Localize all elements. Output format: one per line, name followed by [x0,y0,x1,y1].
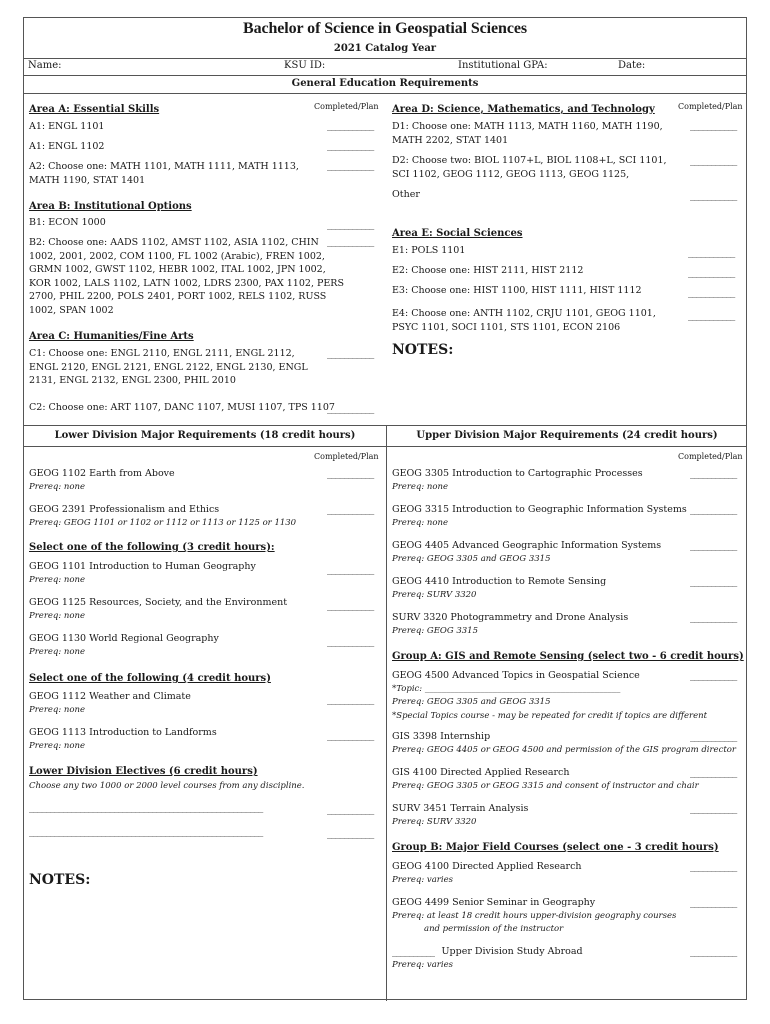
course-prereq: Prereq: GEOG 3315 [392,625,479,636]
course-prereq: Prereq: GEOG 1101 or 1102 or 1112 or 1113 or 1125 or 1130 [29,517,297,528]
course-blank: ___________ [327,694,374,705]
area-e-title: Area E: Social Sciences [392,228,523,239]
area-a2-blank: ___________ [327,160,374,171]
upper-division-heading: Upper Division Major Requirements (24 credit hours) [416,430,718,441]
lower-course [29,503,329,530]
upper-course [392,896,692,937]
course-blank: ___________ [327,804,374,815]
course-name: SURV 3451 Terrain Analysis [392,803,529,814]
area-d2-blank: ___________ [690,155,737,166]
course-prereq: Prereq: none [29,704,86,715]
course-blank: ___________ [327,636,374,647]
course-prereq-continued: and permission of the instructor [424,924,564,934]
area-d-title: Area D: Science, Mathematics, and Technology [392,104,655,115]
course-blank: ___________ [690,540,737,551]
lower-course [29,560,329,587]
area-d2-item: D2: Choose two: BIOL 1107+L, BIOL 1108+L, SCI 1101, SCI 1102, GEOG 1112, GEOG 1113, GEOG 1125, [392,155,667,180]
ksu-id-label: KSU ID: [284,60,326,71]
upper-course [392,860,692,887]
course-topic: *Topic: ______________________________________________ [392,683,621,694]
student-info-row [24,59,746,76]
page-title: Bachelor of Science in Geospatial Sciences [243,20,527,37]
group-b-heading: Group B: Major Field Courses (select one - 3 credit hours) [392,842,719,853]
upper-course [392,945,692,972]
lower-course [29,596,329,623]
completed-plan-label: Completed/Plan [314,102,379,111]
area-e1-item: E1: POLS 1101 [392,245,466,256]
course-prereq: Prereq: none [29,646,86,657]
course-name: GEOG 4500 Advanced Topics in Geospatial Science [392,670,640,681]
area-a2-item: A2: Choose one: MATH 1101, MATH 1111, MATH 1113, MATH 1190, STAT 1401 [29,161,299,186]
course-blank: ___________ [690,468,737,479]
course-blank: ___________ [327,828,374,839]
course-prereq: Prereq: at least 18 credit hours upper-division geography courses [392,910,677,921]
course-prereq: Prereq: GEOG 4405 or GEOG 4500 and permission of the GIS program director [392,744,736,755]
elective-line: _______________________________________________________ [29,802,263,813]
course-prereq: Prereq: SURV 3320 [392,816,477,827]
area-a1b-item: A1: ENGL 1102 [29,141,105,152]
course-name: GEOG 2391 Professionalism and Ethics [29,504,220,515]
lower-course [29,467,329,494]
area-e1-blank: ___________ [688,247,735,258]
course-prereq: Prereq: varies [392,959,453,970]
area-e3-blank: ___________ [688,287,735,298]
area-a-title: Area A: Essential Skills [29,104,160,115]
upper-course [392,611,692,638]
course-prereq: Prereq: GEOG 3305 or GEOG 3315 and consent of instructor and chair [392,780,699,791]
area-a1-blank: ___________ [327,120,374,131]
lower-division-heading: Lower Division Major Requirements (18 credit hours) [54,430,356,441]
course-blank: ___________ [690,504,737,515]
course-name: GIS 3398 Internship [392,731,491,742]
course-blank: ___________ [327,504,374,515]
course-blank: ___________ [690,861,737,872]
course-prereq: Prereq: none [29,481,86,492]
course-name: GEOG 4410 Introduction to Remote Sensing [392,576,607,587]
course-note: *Special Topics course - may be repeated for credit if topics are different [392,710,708,721]
area-b2-blank: ___________ [327,236,374,247]
course-prereq: Prereq: none [29,574,86,585]
area-b1-blank: ___________ [327,219,374,230]
upper-course [392,503,692,530]
course-blank: ___________ [690,767,737,778]
area-b2-item: B2: Choose one: AADS 1102, AMST 1102, ASIA 1102, CHIN 1002, 2001, 2002, COM 1100, FL 1002 (Arabic), FREN 1002, GRMN 1002, GWST 1102, HEBR 1002, ITAL 1002, JPN 1002, KOR 1002, LALS 1102, LATN 1002, LDRS 2300, PAX 1102, PERS 2700, PHIL 2200, POLS 2401, PORT 1002, RELS 1102, RUSS 1002, SPAN 1002 [29,237,344,316]
lower-completed-plan-label: Completed/Plan [314,452,379,461]
course-blank: ___________ [327,600,374,611]
area-d1-item: D1: Choose one: MATH 1113, MATH 1160, MATH 1190, MATH 2202, STAT 1401 [392,121,663,146]
course-name: Upper Division Study Abroad [441,946,583,957]
course-blank: ___________ [690,612,737,623]
name-label: Name: [28,60,62,71]
course-name: GEOG 4100 Directed Applied Research [392,861,582,872]
course-blank: ___________ [690,670,737,681]
course-name-row [392,945,692,959]
area-c1-item: C1: Choose one: ENGL 2110, ENGL 2111, ENGL 2112, ENGL 2120, ENGL 2121, ENGL 2122, ENGL 2130, ENGL 2131, ENGL 2132, ENGL 2300, PHIL 2010 [29,348,308,386]
course-blank: ___________ [690,731,737,742]
area-e2-item: E2: Choose one: HIST 2111, HIST 2112 [392,265,584,276]
gen-ed-heading: General Education Requirements [291,78,479,89]
course-blank: ___________ [327,468,374,479]
elective-line: _______________________________________________________ [29,826,263,837]
course-name: GEOG 3305 Introduction to Cartographic Processes [392,468,643,479]
course-name: GIS 4100 Directed Applied Research [392,767,570,778]
course-name: GEOG 1125 Resources, Society, and the Environment [29,597,288,608]
course-name: SURV 3320 Photogrammetry and Drone Analysis [392,612,629,623]
course-name: GEOG 1113 Introduction to Landforms [29,727,217,738]
lower-course [29,726,329,753]
course-name: GEOG 1130 World Regional Geography [29,633,219,644]
area-c2-item: C2: Choose one: ART 1107, DANC 1107, MUSI 1107, TPS 1107 [29,402,335,413]
course-name: GEOG 3315 Introduction to Geographic Information Systems [392,504,687,515]
course-blank: ___________ [690,576,737,587]
study-abroad-blank: __________ [392,946,435,957]
course-prereq: Prereq: varies [392,874,453,885]
upper-completed-plan-label: Completed/Plan [678,452,743,461]
area-e4-blank: ___________ [688,310,735,321]
lower-electives-heading: Lower Division Electives (6 credit hours) [29,766,258,777]
area-c-title: Area C: Humanities/Fine Arts [29,331,194,342]
date-label: Date: [618,60,646,71]
lower-notes-label: NOTES: [29,872,91,888]
course-prereq: Prereq: GEOG 3305 and GEOG 3315 [392,553,551,564]
area-b1-item: B1: ECON 1000 [29,217,106,228]
course-name: GEOG 4499 Senior Seminar in Geography [392,897,596,908]
course-prereq: Prereq: none [392,481,449,492]
course-prereq: Prereq: none [29,610,86,621]
course-prereq: Prereq: GEOG 3305 and GEOG 3315 [392,697,551,707]
course-blank: ___________ [690,897,737,908]
select-three-credit-heading: Select one of the following (3 credit hours): [29,542,275,553]
course-name: GEOG 1101 Introduction to Human Geography [29,561,256,572]
course-blank: ___________ [327,564,374,575]
course-name: GEOG 1112 Weather and Climate [29,691,191,702]
area-e4-item: E4: Choose one: ANTH 1102, CRJU 1101, GEOG 1101, PSYC 1101, SOCI 1101, STS 1101, ECON 2106 [392,308,656,333]
upper-course [392,802,692,829]
upper-course [392,467,692,494]
lower-course [29,690,329,717]
course-prereq: Prereq: none [392,517,449,528]
completed-plan-label-right: Completed/Plan [678,102,743,111]
area-a1-item: A1: ENGL 1101 [29,121,105,132]
course-blank: ___________ [327,730,374,741]
electives-note: Choose any two 1000 or 2000 level courses from any discipline. [29,781,305,791]
upper-course [392,539,692,566]
column-divider [386,426,387,1001]
area-b-title: Area B: Institutional Options [29,201,192,212]
course-prereq: Prereq: none [29,740,86,751]
degree-checklist-sheet [23,17,747,1000]
course-name: GEOG 4405 Advanced Geographic Information Systems [392,540,662,551]
course-blank: ___________ [690,946,737,957]
area-e2-blank: ___________ [688,267,735,278]
area-a1b-blank: ___________ [327,140,374,151]
area-c1-blank: ___________ [327,348,374,359]
upper-course [392,575,692,602]
course-blank: ___________ [690,803,737,814]
course-prereq: Prereq: SURV 3320 [392,589,477,600]
lower-course [29,632,329,659]
catalog-year: 2021 Catalog Year [333,43,437,54]
gen-ed-notes-label: NOTES: [392,342,454,358]
area-d1-blank: ___________ [690,120,737,131]
area-d-other-item: Other [392,189,420,200]
gpa-label: Institutional GPA: [458,60,548,71]
area-c2-blank: ___________ [327,403,374,414]
select-four-credit-heading: Select one of the following (4 credit hours) [29,673,271,684]
area-e3-item: E3: Choose one: HIST 1100, HIST 1111, HIST 1112 [392,285,642,296]
area-d-other-blank: ___________ [690,190,737,201]
course-name: GEOG 1102 Earth from Above [29,468,175,479]
group-a-heading: Group A: GIS and Remote Sensing (select two - 6 credit hours) [392,651,744,662]
